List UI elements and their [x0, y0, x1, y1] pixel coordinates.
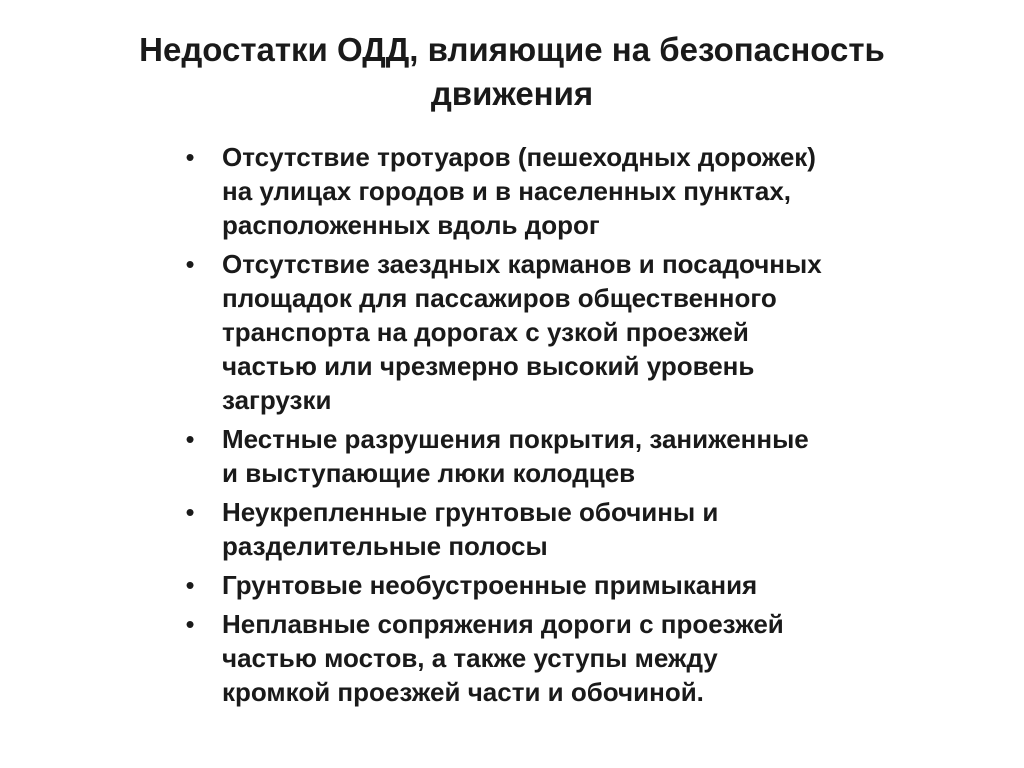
item-line: Неплавные сопряжения дороги с проезжей: [222, 609, 784, 639]
bullet-marker: •: [185, 249, 195, 279]
item-line: загрузки: [222, 385, 332, 415]
list-item: [180, 140, 960, 242]
bullet-marker: •: [185, 424, 195, 454]
item-line: расположенных вдоль дорог: [222, 210, 600, 240]
item-line: на улицах городов и в населенных пунктах,: [222, 176, 792, 206]
bullet-marker: •: [185, 497, 195, 527]
slide-title: [60, 28, 964, 116]
bullet-marker: •: [185, 142, 195, 172]
item-line: частью или чрезмерно высокий уровень: [222, 351, 755, 381]
item-line: частью мостов, а также уступы между: [222, 643, 718, 673]
item-line: Отсутствие тротуаров (пешеходных дорожек): [222, 142, 816, 172]
item-line: и выступающие люки колодцев: [222, 458, 636, 488]
item-line: Отсутствие заездных карманов и посадочных: [222, 249, 822, 279]
bullet-marker: •: [185, 609, 195, 639]
item-line: транспорта на дорогах с узкой проезжей: [222, 317, 749, 347]
item-line: Неукрепленные грунтовые обочины и: [222, 497, 719, 527]
list-item: [180, 422, 960, 490]
title-line-1: Недостатки ОДД, влияющие на безопасность: [139, 31, 885, 68]
list-item: [180, 495, 960, 563]
item-line: площадок для пассажиров общественного: [222, 283, 777, 313]
item-line: Грунтовые необустроенные примыкания: [222, 570, 758, 600]
list-item: [180, 247, 960, 417]
item-line: кромкой проезжей части и обочиной.: [222, 677, 704, 707]
item-line: Местные разрушения покрытия, заниженные: [222, 424, 809, 454]
title-line-2: движения: [430, 75, 594, 112]
bullet-marker: •: [185, 570, 195, 600]
item-line: разделительные полосы: [222, 531, 548, 561]
list-item: [180, 568, 960, 602]
list-item: [180, 607, 960, 709]
bullet-list: [180, 140, 960, 714]
